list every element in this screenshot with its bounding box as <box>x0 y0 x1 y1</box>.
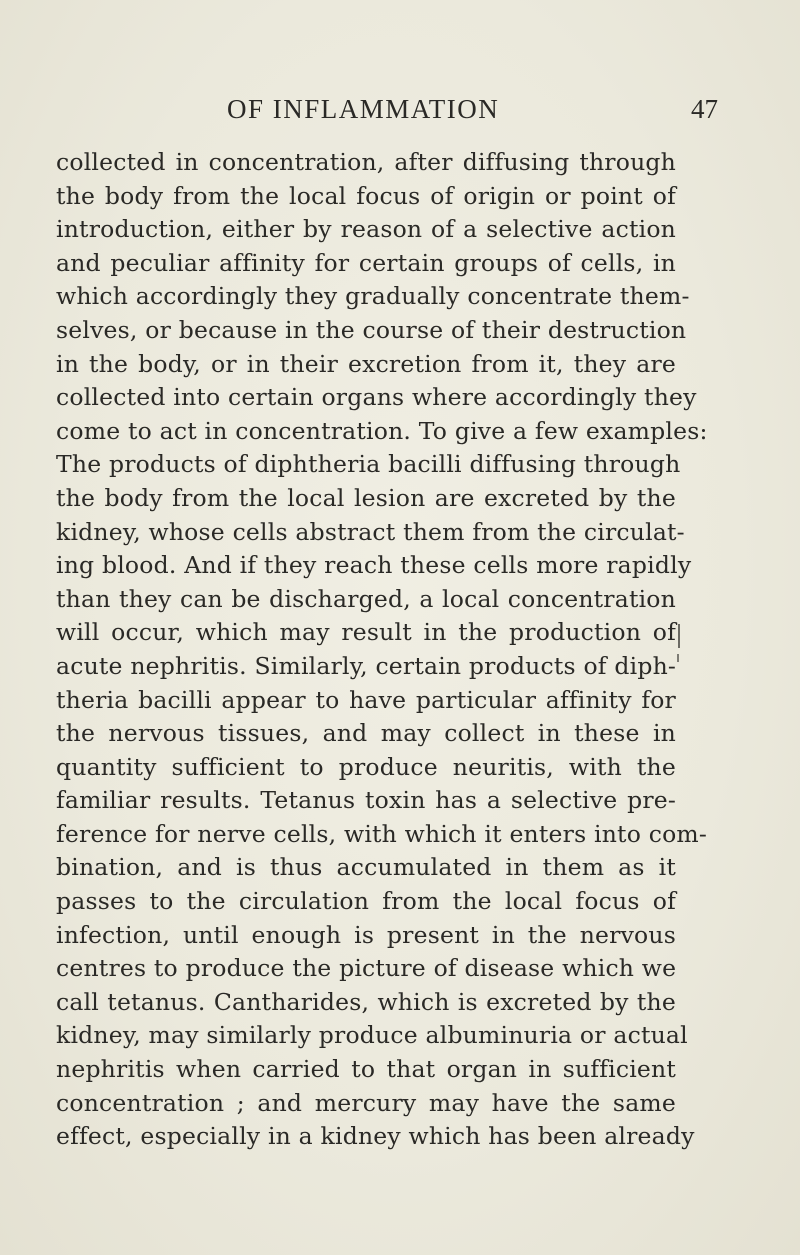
text-line: introduction, either by reason of a selective action <box>56 215 676 244</box>
text-line: in the body, or in their excretion from it, they are <box>56 349 676 378</box>
page-header <box>0 94 800 134</box>
text-line: which accordingly they gradually concentrate them- <box>56 282 690 311</box>
page-number: 47 <box>691 94 718 124</box>
text-line: bination, and is thus accumulated in them as it <box>56 853 676 882</box>
text-line: selves, or because in the course of their destruction <box>56 315 687 344</box>
text-line: collected into certain organs where accordingly they <box>56 383 697 412</box>
text-line: kidney, whose cells abstract them from the circulat- <box>56 517 685 546</box>
text-line: the nervous tissues, and may collect in these in <box>56 719 676 748</box>
margin-mark <box>677 654 679 662</box>
text-line: kidney, may similarly produce albuminuria or actual <box>56 1021 688 1050</box>
text-line: come to act in concentration. To give a few examples: <box>56 416 708 445</box>
text-line: passes to the circulation from the local focus of <box>56 887 676 916</box>
text-line: infection, until enough is present in the nervous <box>56 920 676 949</box>
text-line: The products of diphtheria bacilli diffusing through <box>56 450 681 479</box>
text-line: collected in concentration, after diffusing through <box>56 148 676 176</box>
text-line: the body from the local lesion are excreted by the <box>56 483 676 512</box>
text-line: than they can be discharged, a local concentration <box>56 584 676 613</box>
body-text <box>56 146 708 1154</box>
text-line: familiar results. Tetanus toxin has a selective pre- <box>56 786 676 815</box>
text-line: will occur, which may result in the production of <box>56 618 676 647</box>
text-line: ing blood. And if they reach these cells more rapidly <box>56 551 692 580</box>
text-line: centres to produce the picture of disease which we <box>56 954 677 983</box>
running-head: OF INFLAMMATION <box>227 94 500 124</box>
text-line: concentration ; and mercury may have the same <box>56 1088 676 1117</box>
text-line: the body from the local focus of origin or point of <box>56 181 676 210</box>
margin-mark <box>678 624 680 648</box>
text-line: ference for nerve cells, with which it enters into com- <box>56 819 708 848</box>
text-line: call tetanus. Cantharides, which is excreted by the <box>56 987 676 1016</box>
text-line: nephritis when carried to that organ in sufficient <box>56 1055 676 1084</box>
text-line: theria bacilli appear to have particular affinity for <box>56 685 676 714</box>
text-line: quantity sufficient to produce neuritis, with the <box>56 752 676 781</box>
text-line: and peculiar affinity for certain groups of cells, in <box>56 248 676 277</box>
text-line: acute nephritis. Similarly, certain products of diph- <box>56 651 677 680</box>
text-line: effect, especially in a kidney which has been already <box>56 1122 695 1151</box>
